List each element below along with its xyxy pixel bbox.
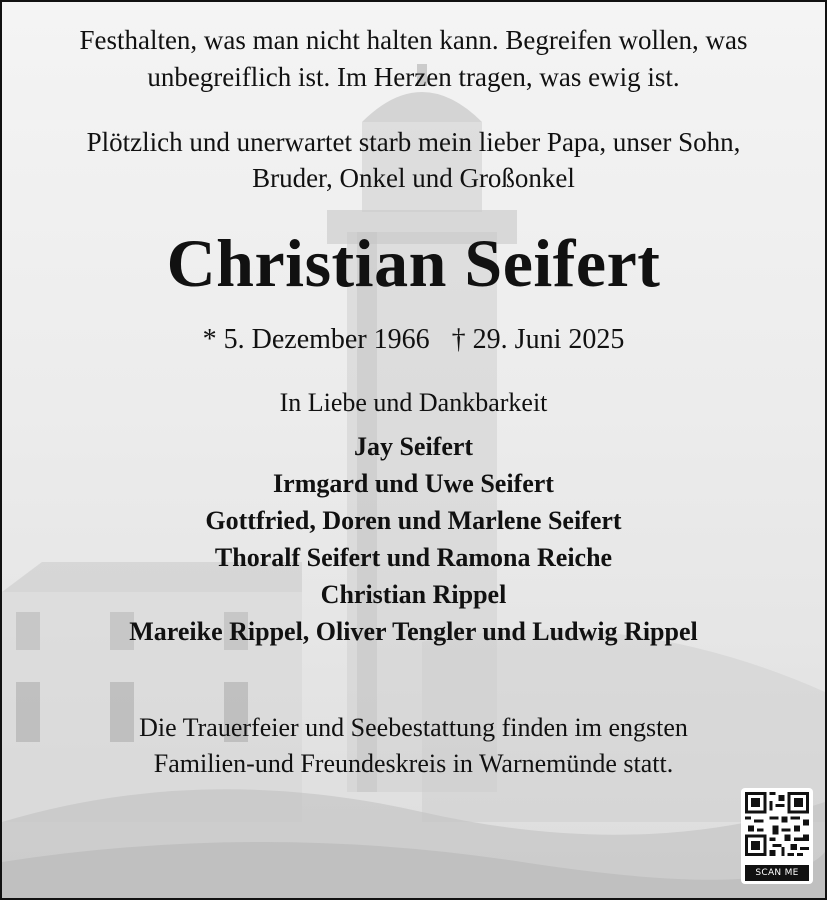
mourner-name: Irmgard und Uwe Seifert xyxy=(273,469,554,498)
obituary-text xyxy=(2,2,825,898)
death-date: † 29. Juni 2025 xyxy=(451,324,625,355)
closing-line-1: Die Trauerfeier und Seebestattung finden im engsten xyxy=(139,713,688,742)
mourner-name: Thoralf Seifert und Ramona Reiche xyxy=(214,543,613,572)
scan-me-label: SCAN ME xyxy=(745,865,809,881)
birth-date: * 5. Dezember 1966 xyxy=(202,324,430,355)
life-dates xyxy=(2,324,825,356)
quote-line-2: unbegreiflich ist. Im Herzen tragen, was ewig ist. xyxy=(147,62,680,92)
mourner-name: Mareike Rippel, Oliver Tengler und Ludwig Rippel xyxy=(129,617,698,646)
intro-line-2: Bruder, Onkel und Großonkel xyxy=(252,163,575,193)
qr-code-badge[interactable] xyxy=(741,788,813,884)
mourner-name: Gottfried, Doren und Marlene Seifert xyxy=(205,506,622,535)
deceased-name: Christian Seifert xyxy=(166,225,661,301)
qr-code-icon xyxy=(745,792,809,856)
closing-line-2: Familien-und Freundeskreis in Warnemünde statt. xyxy=(153,749,674,778)
intro-line-1: Plötzlich und unerwartet starb mein lieber Papa, unser Sohn, xyxy=(86,127,741,157)
mourner-name: Christian Rippel xyxy=(320,580,507,609)
mourner-name: Jay Seifert xyxy=(353,432,474,461)
quote-line-1: Festhalten, was man nicht halten kann. Begreifen wollen, was xyxy=(79,25,748,55)
mourners-heading: In Liebe und Dankbarkeit xyxy=(279,388,548,417)
